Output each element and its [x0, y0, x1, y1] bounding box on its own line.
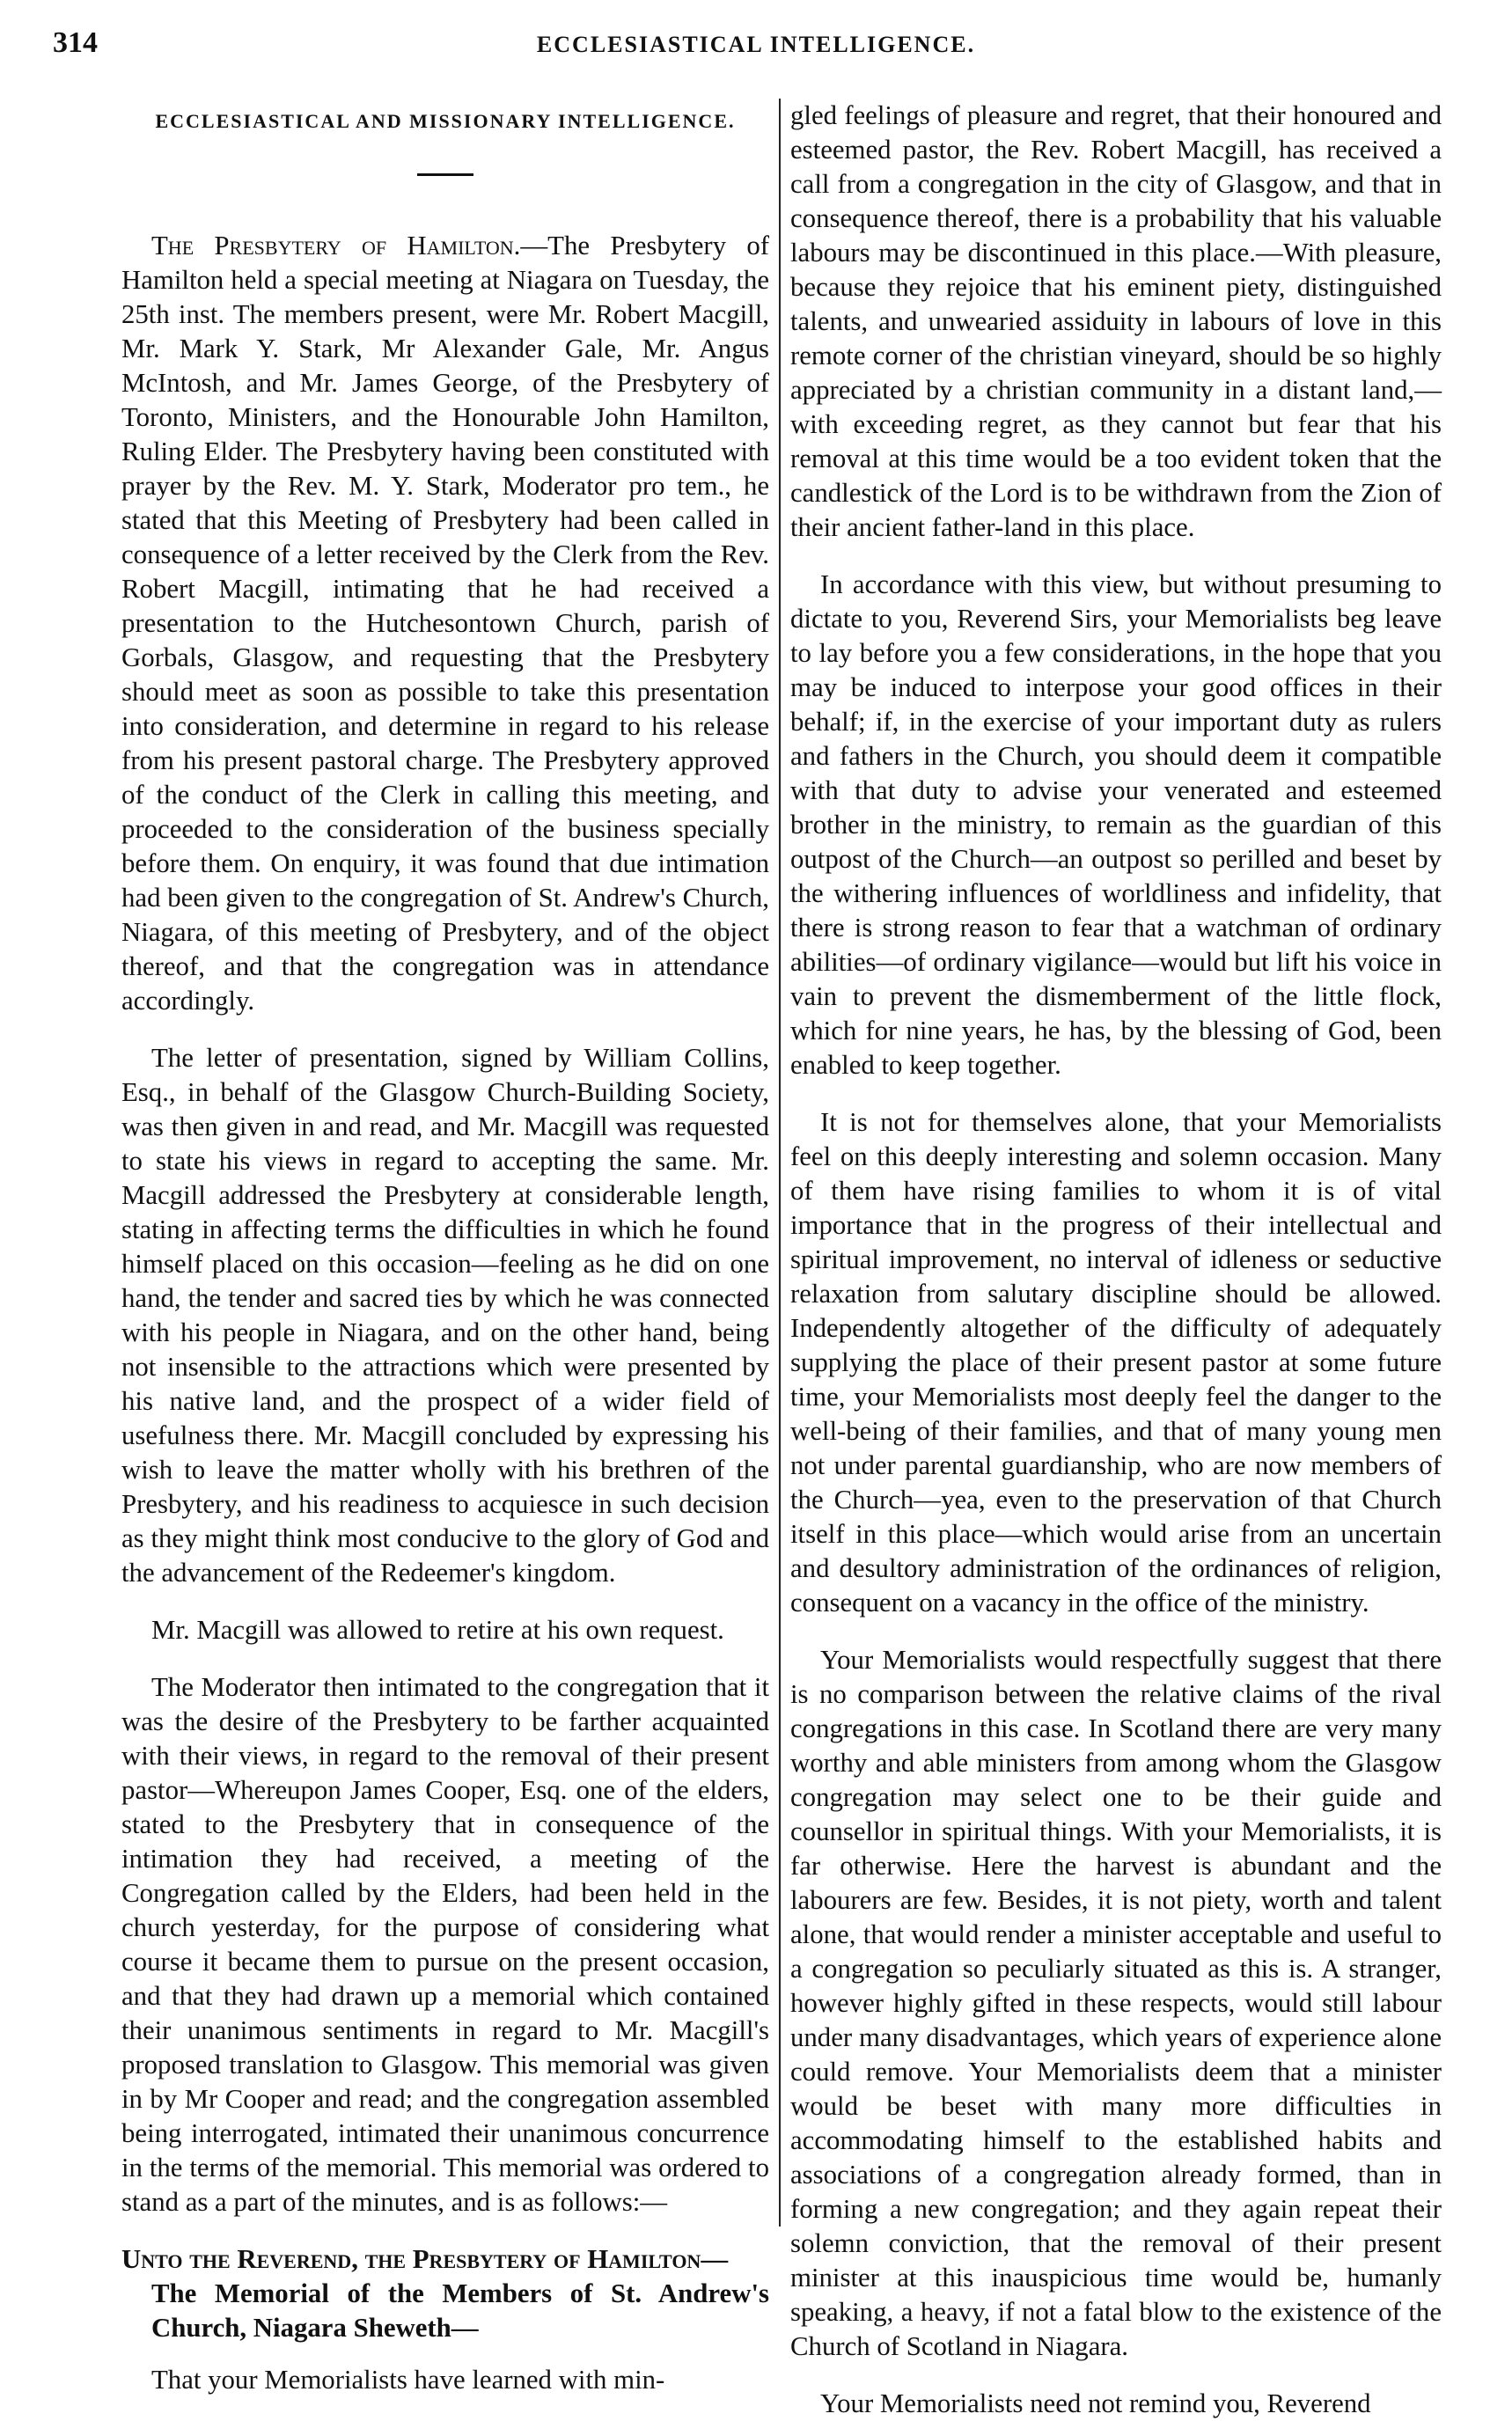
paragraph-presbytery-meeting: [121, 229, 769, 1018]
paragraph-memorial-start: That your Memorialists have learned with min-: [151, 2365, 665, 2395]
address-line-2: The Memorial of the Members of St. Andrew's Church, Niagara Sheweth—: [151, 2278, 769, 2343]
paragraph-comparison: Your Memorialists would respectfully suggest that there is no comparison between the relative claims of the rival congregations in this case. In Scotland there are very many worthy and able ministers from among whom the Glasgow congregation may select one to be their guide and counsellor in spiritual things. With your Memorialists, it is far otherwise. Here the harvest is abundant and the labourers are few. Besides, it is not piety, worth and talent alone, that would render a minister acceptable and useful to a congregation so peculiarly situated as this is. A stranger, however highly gifted in these respects, would still labour under many disadvantages, which years of experience alone could remove. Your Memorialists deem that a minister would be beset with many more difficulties in accommodating himself to the established habits and associations of a congregation already formed, than in forming a new congregation; and they again repeat their solemn conviction, that the removal of their present minister at this inauspicious time would be, humanly speaking, a heavy, if not a fatal blow to the existence of the Church of Scotland in Niagara.: [790, 1645, 1442, 2361]
column-divider: [779, 99, 781, 2227]
paragraph-need-not-remind: Your Memorialists need not remind you, Reverend: [820, 2388, 1371, 2418]
page-number: 314: [53, 26, 98, 59]
address-line-1: Unto the Reverend, the Presbytery of Hamilton—: [121, 2244, 729, 2274]
paragraph-retire: Mr. Macgill was allowed to retire at his own request.: [151, 1615, 724, 1645]
left-column: [121, 99, 769, 2395]
paragraph-mingled-feelings: gled feelings of pleasure and regret, that their honoured and esteemed pastor, the Rev. Robert Macgill, has received a call from a congregation in the city of Glasgow, and that in consequence thereof, there is a probability that his valuable labours may be discontinued in this place.—With pleasure, because they rejoice that his eminent piety, distinguished talents, and unwearied assiduity in labours of love in this remote corner of the christian vineyard, should be so highly appreciated by a christian community in a distant land,—with exceeding regret, as they cannot but fear that his removal at this time would be a too evident token that the candlestick of the Lord is to be withdrawn from the Zion of their ancient father-land in this place.: [790, 100, 1442, 542]
paragraph-text: —The Presbytery of Hamilton held a special meeting at Niagara on Tuesday, the 25th inst. The members present, were Mr. Robert Macgill, Mr. Mark Y. Stark, Mr Alexander Gale, Mr. Angus McIntosh, and Mr. James George, of the Presbytery of Toronto, Ministers, and the Honourable John Hamilton, Ruling Elder. The Presbytery having been constituted with prayer by the Rev. M. Y. Stark, Moderator pro tem., he stated that this Meeting of Presbytery had been called in consequence of a letter received by the Clerk from the Rev. Robert Macgill, intimating that he had received a presentation to the Hutchesontown Church, parish of Gorbals, Glasgow, and requesting that the Presbytery should meet as soon as possible to take this presentation into consideration, and determine in regard to his release from his present pastoral charge. The Presbytery approved of the conduct of the Clerk in calling this meeting, and proceeded to the consideration of the business specially before them. On enquiry, it was found that due intimation had been given to the congregation of St. Andrew's Church, Niagara, of this meeting of Presbytery, and of the object thereof, and that the congregation was in attendance accordingly.: [121, 231, 769, 1016]
paragraph-letter-of-presentation: The letter of presentation, signed by William Collins, Esq., in behalf of the Glasgow Church-Building Society, was then given in and read, and Mr. Macgill was requested to state his views in regard to accepting the same. Mr. Macgill addressed the Presbytery at considerable length, stating in affecting terms the difficulties in which he found himself placed on this occasion—feeling as he did on one hand, the tender and sacred ties by which he was connected with his people in Niagara, and on the other hand, being not insensible to the attractions which were presented by his native land, and the prospect of a wider field of usefulness there. Mr. Macgill concluded by expressing his wish to leave the matter wholly with his brethren of the Presbytery, and his readiness to acquiesce in such decision as they might think most conducive to the glory of God and the advancement of the Redeemer's kingdom.: [121, 1043, 769, 1588]
right-column: [790, 99, 1442, 2418]
running-title: ECCLESIASTICAL INTELLIGENCE.: [536, 32, 976, 57]
section-title: ECCLESIASTICAL AND MISSIONARY INTELLIGENCE.: [155, 110, 736, 132]
memorial-address: [121, 2242, 769, 2345]
paragraph-accordance: In accordance with this view, but without presuming to dictate to you, Reverend Sirs, your Memorialists beg leave to lay before you a few considerations, in the hope that you may be induced to interpose your good offices in their behalf; if, in the exercise of your important duty as rulers and fathers in the Church, you should deem it compatible with that duty to advise your venerated and esteemed brother in the ministry, to remain as the guardian of this outpost of the Church—an outpost so perilled and beset by the withering influences of worldliness and infidelity, that there is strong reason to fear that a watchman of ordinary abilities—of ordinary vigilance—would but lift his voice in vain to prevent the dismemberment of the little flock, which for nine years, he has, by the blessing of God, been enabled to keep together.: [790, 569, 1442, 1080]
paragraph-lead: The Presbytery of Hamilton.: [151, 231, 521, 260]
section-divider: [417, 173, 473, 176]
paragraph-moderator: The Moderator then intimated to the congregation that it was the desire of the Presbytery to be farther acquainted with their views, in regard to the removal of their present pastor—Whereupon James Cooper, Esq. one of the elders, stated to the Presbytery that in consequence of the intimation they had received, a meeting of the Congregation called by the Elders, had been held in the church yesterday, for the purpose of considering what course it became them to pursue on the present occasion, and that they had drawn up a memorial which contained their unanimous sentiments in regard to Mr. Macgill's proposed translation to Glasgow. This memorial was given in by Mr Cooper and read; and the congregation assembled being interrogated, intimated their unanimous concurrence in the terms of the memorial. This memorial was ordered to stand as a part of the minutes, and is as follows:—: [121, 1672, 769, 2217]
paragraph-not-for-themselves: It is not for themselves alone, that your Memorialists feel on this deeply interesting and solemn occasion. Many of them have rising families to whom it is of vital importance that in the progress of their intellectual and spiritual improvement, no interval of idleness or seductive relaxation from salutary discipline should be allowed. Independently altogether of the difficulty of adequately supplying the place of their present pastor at some future time, your Memorialists most deeply feel the danger to the well-being of their families, and that of many young men not under parental guardianship, who are now members of the Church—yea, even to the preservation of that Church itself in this place—which would arise from an uncertain and desultory administration of the ordinances of religion, consequent on a vacancy in the office of the ministry.: [790, 1107, 1442, 1618]
page-header: [53, 26, 1459, 74]
